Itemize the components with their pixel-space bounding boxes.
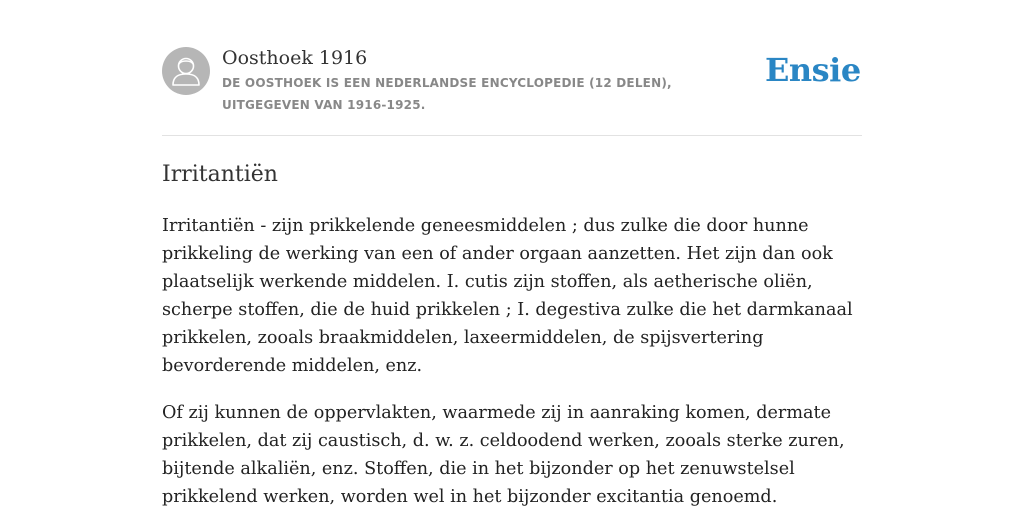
source-description: DE OOSTHOEK IS EEN NEDERLANDSE ENCYCLOPEDIE (12 DELEN), UITGEGEVEN VAN 1916-1925. — [222, 76, 672, 112]
entry-title: Irritantiën — [162, 162, 278, 187]
source-header — [162, 46, 862, 116]
entry-paragraph: Irritantiën - zijn prikkelende geneesmiddelen ; dus zulke die door hunne prikkeling de werking van een of ander orgaan aanzetten. Het zijn dan ook plaatselijk werkende middelen. I. cutis zijn stoffen, als aetherische oliën, scherpe stoffen, die de huid prikkelen ; I. degestiva zulke die het darmkanaal prikkelen, zooals braakmiddelen, laxeermiddelen, de spijsvertering bevorderende middelen, enz. — [162, 216, 853, 376]
user-icon — [162, 47, 210, 95]
source-title[interactable]: Oosthoek 1916 — [222, 47, 368, 69]
entry-paragraph: Of zij kunnen de oppervlakten, waarmede zij in aanraking komen, dermate prikkelen, dat zij caustisch, d. w. z. celdoodend werken, zooals sterke zuren, bijtende alkaliën, enz. Stoffen, die in het bijzonder op het zenuwstelsel prikkelend werken, worden wel in het bijzonder excitantia genoemd. — [162, 403, 845, 507]
entry-body — [162, 212, 874, 512]
header-divider — [162, 135, 862, 136]
source-avatar[interactable] — [162, 47, 210, 95]
brand-logo[interactable]: Ensie — [765, 51, 861, 89]
